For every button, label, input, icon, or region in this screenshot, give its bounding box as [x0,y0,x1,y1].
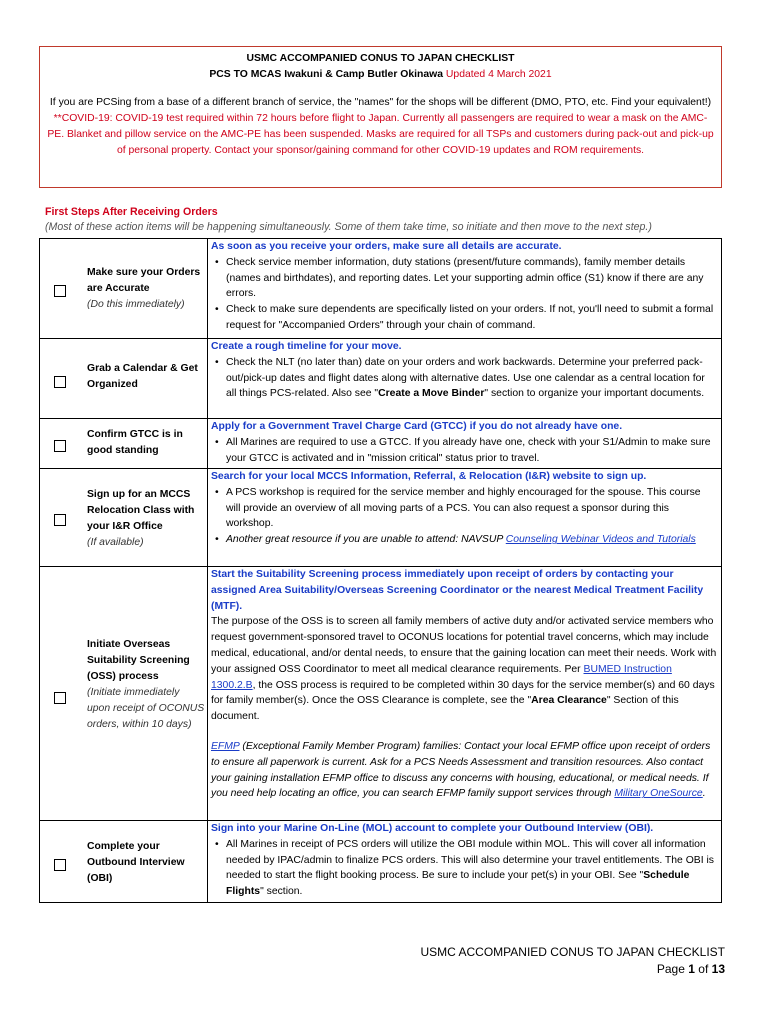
checklist-row [40,566,721,821]
task-cell [40,239,208,338]
row-heading: Apply for a Government Travel Charge Card (GTCC) if you do not already have one. [211,421,623,432]
task-title: Sign up for an MCCS Relocation Class with your I&R Office [87,489,195,532]
bullet-item: • All Marines are required to use a GTCC. If you already have one, check with your S1/Admin to make sure your GTCC is activated and in "mission critical" status prior to travel. [226,435,717,467]
task-cell [40,567,208,821]
paragraph-text: " Section of this document. [211,695,679,723]
task-note: (Do this immediately) [87,299,185,310]
details-cell [211,469,717,548]
task-label [87,427,205,459]
bullet-text: " section. [260,886,303,898]
section-subtitle: (Most of these action items will be happening simultaneously. Some of them take time, so initiate and then move to the next step.) [45,221,652,233]
document-subtitle [40,67,721,83]
details-cell [211,567,717,802]
details-cell [211,821,717,900]
document-title: USMC ACCOMPANIED CONUS TO JAPAN CHECKLIST [246,53,515,64]
row-heading: Start the Suitability Screening process immediately upon receipt of orders by contacting your assigned Area Suitability/Overseas Screening Coordinator or the nearest Medical Treatment Facility (MTF). [211,569,704,612]
checkbox[interactable] [54,514,66,526]
bullet-item [226,837,717,900]
bullet-item: • Check service member information, duty stations (present/future commands), family member details (names and birthdates), and reporting dates. Let your supporting admin office (S1) know if there are any errors. [226,255,717,302]
footer-title: USMC ACCOMPANIED CONUS TO JAPAN CHECKLIST [420,945,725,959]
efmp-paragraph [211,739,717,802]
checklist-row [40,468,721,567]
task-label [87,487,205,551]
task-note: (Initiate immediately upon receipt of OCONUS orders, within 10 days) [87,687,205,730]
task-title: Grab a Calendar & Get Organized [87,363,198,390]
section-reference: Area Clearance [531,695,607,707]
section-title: First Steps After Receiving Orders [45,206,218,218]
task-label [87,361,205,393]
paragraph-text: The purpose of the OSS is to screen all family members of active duty and/or activated service members who request government-sponsored travel to OCONUS locations for potential travel concerns, which may include medical, educational, and/or dental needs, to ensure that the gaining location can meet their needs. Work with your assigned OSS Coordinator to meet all medical clearance requirements. Per [211,616,717,675]
checkbox[interactable] [54,285,66,297]
task-label [87,637,205,733]
row-heading: Search for your local MCCS Information, Referral, & Relocation (I&R) website to sign up. [211,471,647,482]
bullet-text: " section to organize your important documents. [484,388,705,400]
task-cell [40,469,208,567]
bullet-list [211,837,717,900]
task-note: (If available) [87,537,144,548]
checklist-table [39,238,722,903]
bullet-text: Check the NLT (no later than) date on your orders and work backwards. Determine your preferred pack-out/pick-up dates and flight dates along with alternative dates. Use one calendar as a central location for all things PCS-related. Also see " [226,356,705,400]
intro-text: If you are PCSing from a base of a different branch of service, the "names" for the shops will be different (DMO, PTO, etc. Find your equivalent!) [49,97,712,108]
task-cell [40,339,208,419]
bullet-item [226,532,717,548]
checkbox[interactable] [54,859,66,871]
details-cell [211,419,717,466]
total-pages: 13 [711,962,725,976]
bullet-item: • Check to make sure dependents are specifically listed on your orders. If not, you'll need to submit a formal request for "Accompanied Orders" through your chain of command. [226,302,717,334]
checklist-row [40,338,721,419]
bullet-list [211,435,717,467]
page-footer [421,944,726,978]
checklist-row [40,820,721,903]
checkbox[interactable] [54,440,66,452]
row-heading: Create a rough timeline for your move. [211,341,402,352]
page-label: Page [656,962,685,976]
covid-note: **COVID-19: COVID-19 test required within 72 hours before flight to Japan. Currently all passengers are required to wear a mask on the AMC-PE. Blanket and pillow service on the AMC-PE has been suspended. Masks are required for all TSPs and customers during pack-out and pick-up of personal property. Contact your sponsor/gaining command for other COVID-19 updates and ROM requirements. [47,113,714,156]
task-label [87,839,205,887]
paragraph-text: . [702,788,706,800]
page-of: of [698,962,709,976]
bullet-list [211,355,717,402]
current-page: 1 [688,962,695,976]
section-reference: Schedule Flights [226,870,690,898]
bullet-list [211,485,717,548]
row-heading: As soon as you receive your orders, make sure all details are accurate. [211,241,562,252]
subtitle-text: PCS TO MCAS Iwakuni & Camp Butler Okinawa [209,69,444,80]
header-box [39,46,722,188]
checklist-row [40,239,721,338]
row-heading: Sign into your Marine On-Line (MOL) account to complete your Outbound Interview (OBI). [211,823,654,834]
checkbox[interactable] [54,692,66,704]
updated-date: Updated 4 March 2021 [445,69,552,80]
bullet-item [226,355,717,402]
task-title: Complete your Outbound Interview (OBI) [87,841,185,884]
task-cell [40,821,208,903]
bullet-text: Another great resource if you are unable to attend: NAVSUP [226,534,506,546]
webinar-link[interactable]: Counseling Webinar Videos and Tutorials [505,534,696,546]
task-title: Make sure your Orders are Accurate [87,267,201,294]
oss-paragraph [211,614,717,725]
task-title: Initiate Overseas Suitability Screening (OSS) process [87,639,190,682]
page-number [421,961,726,978]
paragraph-text: (Exceptional Family Member Program) families: Contact your local EFMP office upon receipt of orders to ensure all paperwork is current. Ask for a PCS Needs Assessment and transition resources. Also contact your gaining installation EFMP office to discuss any concerns with housing, educational, or medical needs. If you need help locating an office, you can search EFMP family support services through [211,740,711,800]
task-label [87,265,205,313]
bullet-list [211,255,717,334]
checklist-row [40,418,721,469]
bullet-item: • A PCS workshop is required for the service member and highly encouraged for the spouse. This course will provide an overview of all moving parts of a PCS. You can also request a sponsor during this workshop. [226,485,717,532]
paragraph-text: , the OSS process is required to be completed within 30 days for the service member(s) and 60 days for family member(s). Once the OSS Clearance is complete, see the " [211,679,715,707]
bullet-text: All Marines in receipt of PCS orders will utilize the OBI module within MOL. This will cover all information needed by IPAC/admin to finalize PCS orders. This will also determine your travel entitlements. The OBI is needed to start the flight booking process. Be sure to include your pet(s) in your OBI. See " [226,838,715,882]
section-reference: Create a Move Binder [378,388,485,400]
bumed-instruction-link[interactable]: BUMED Instruction 1300.2.B [211,663,672,691]
military-onesource-link[interactable]: Military OneSource [614,788,703,800]
details-cell [211,339,717,402]
task-cell [40,419,208,469]
checkbox[interactable] [54,376,66,388]
task-title: Confirm GTCC is in good standing [87,429,183,456]
efmp-link[interactable]: EFMP [211,740,240,752]
details-cell [211,239,717,334]
